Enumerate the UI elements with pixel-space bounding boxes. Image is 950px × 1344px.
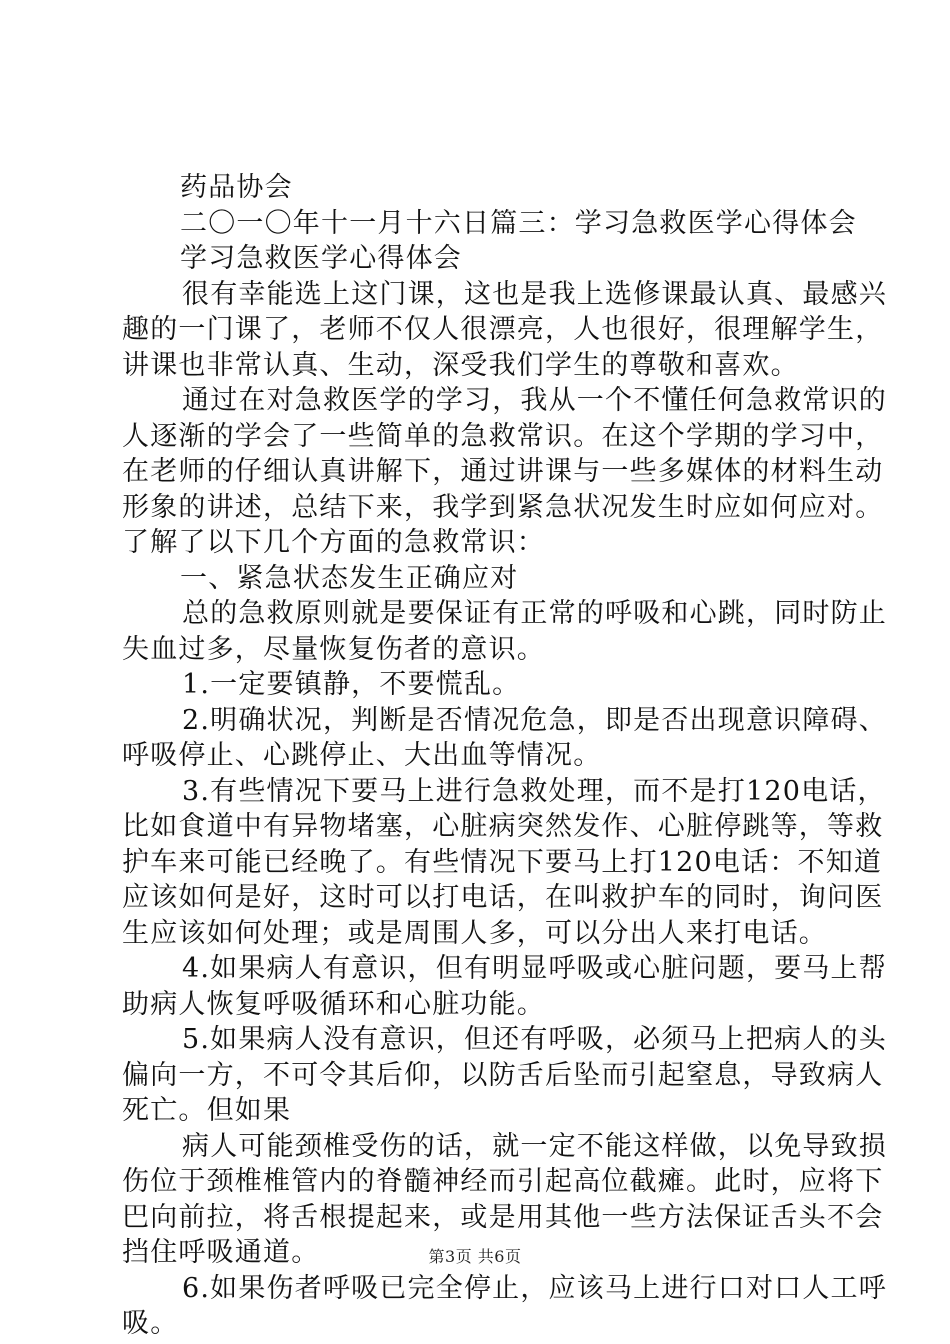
text-line: 巴向前拉，将舌根提起来，或是用其他一些方法保证舌头不会 (122, 1201, 884, 1233)
text-line: 通过在对急救医学的学习，我从一个不懂任何急救常识的 (182, 385, 887, 416)
text-line: 挡住呼吸通道。 (122, 1237, 320, 1268)
text-line: 总的急救原则就是要保证有正常的呼吸和心跳，同时防止 (182, 598, 887, 629)
text-line: 形象的讲述，总结下来，我学到紧急状况发生时应如何应对。 (122, 491, 884, 523)
text-line: 讲课也非常认真、生动，深受我们学生的尊敬和喜欢。 (122, 349, 799, 381)
text-line: 6.如果伤者呼吸已完全停止，应该马上进行口对口人工呼 (182, 1272, 887, 1304)
text-line: 3.有些情况下要马上进行急救处理，而不是打120电话， (182, 775, 886, 807)
text-line: 1.一定要镇静，不要慌乱。 (182, 669, 521, 700)
text-line: 呼吸停止、心跳停止、大出血等情况。 (122, 740, 602, 771)
text-line: 护车来可能已经晚了。有些情况下要马上打120电话：不知道 (122, 846, 883, 878)
text-line: 生应该如何处理；或是周围人多，可以分出人来打电话。 (122, 917, 827, 949)
text-line: 人逐渐的学会了一些简单的急救常识。在这个学期的学习中， (122, 420, 884, 452)
text-line: 在老师的仔细认真讲解下，通过讲课与一些多媒体的材料生动 (122, 456, 884, 487)
text-line: 一、紧急状态发生正确应对 (180, 562, 519, 594)
document-body (122, 170, 887, 1342)
text-line: 应该如何是好，这时可以打电话，在叫救护车的同时，询问医 (122, 882, 884, 913)
page-footer: 第3页 共6页 (428, 1247, 522, 1266)
text-line: 病人可能颈椎受伤的话，就一定不能这样做，以免导致损 (182, 1130, 887, 1162)
text-line: 助病人恢复呼吸循环和心脏功能。 (122, 988, 545, 1020)
text-line: 2.明确状况，判断是否情况危急，即是否出现意识障碍、 (182, 704, 887, 736)
text-line: 了解了以下几个方面的急救常识： (122, 527, 545, 558)
text-line: 很有幸能选上这门课，这也是我上选修课最认真、最感兴 (182, 278, 887, 310)
text-line: 伤位于颈椎椎管内的脊髓神经而引起高位截瘫。此时，应将下 (122, 1166, 884, 1197)
text-line: 吸。 (122, 1308, 179, 1339)
text-line: 比如食道中有异物堵塞，心脏病突然发作、心脏停跳等，等救 (122, 811, 884, 842)
text-line: 药品协会 (180, 172, 293, 203)
text-line: 5.如果病人没有意识，但还有呼吸，必须马上把病人的头 (182, 1024, 887, 1055)
text-line: 二〇一〇年十一月十六日篇三：学习急救医学心得体会 (180, 207, 857, 239)
text-line: 失血过多，尽量恢复伤者的意识。 (122, 633, 545, 665)
text-line: 死亡。但如果 (122, 1095, 292, 1126)
text-line: 趣的一门课了，老师不仅人很漂亮，人也很好，很理解学生， (122, 314, 884, 345)
text-line: 偏向一方，不可令其后仰，以防舌后坠而引起窒息，导致病人 (122, 1059, 884, 1091)
text-line: 4.如果病人有意识，但有明显呼吸或心脏问题，要马上帮 (182, 953, 887, 984)
text-line: 学习急救医学心得体会 (180, 243, 462, 274)
